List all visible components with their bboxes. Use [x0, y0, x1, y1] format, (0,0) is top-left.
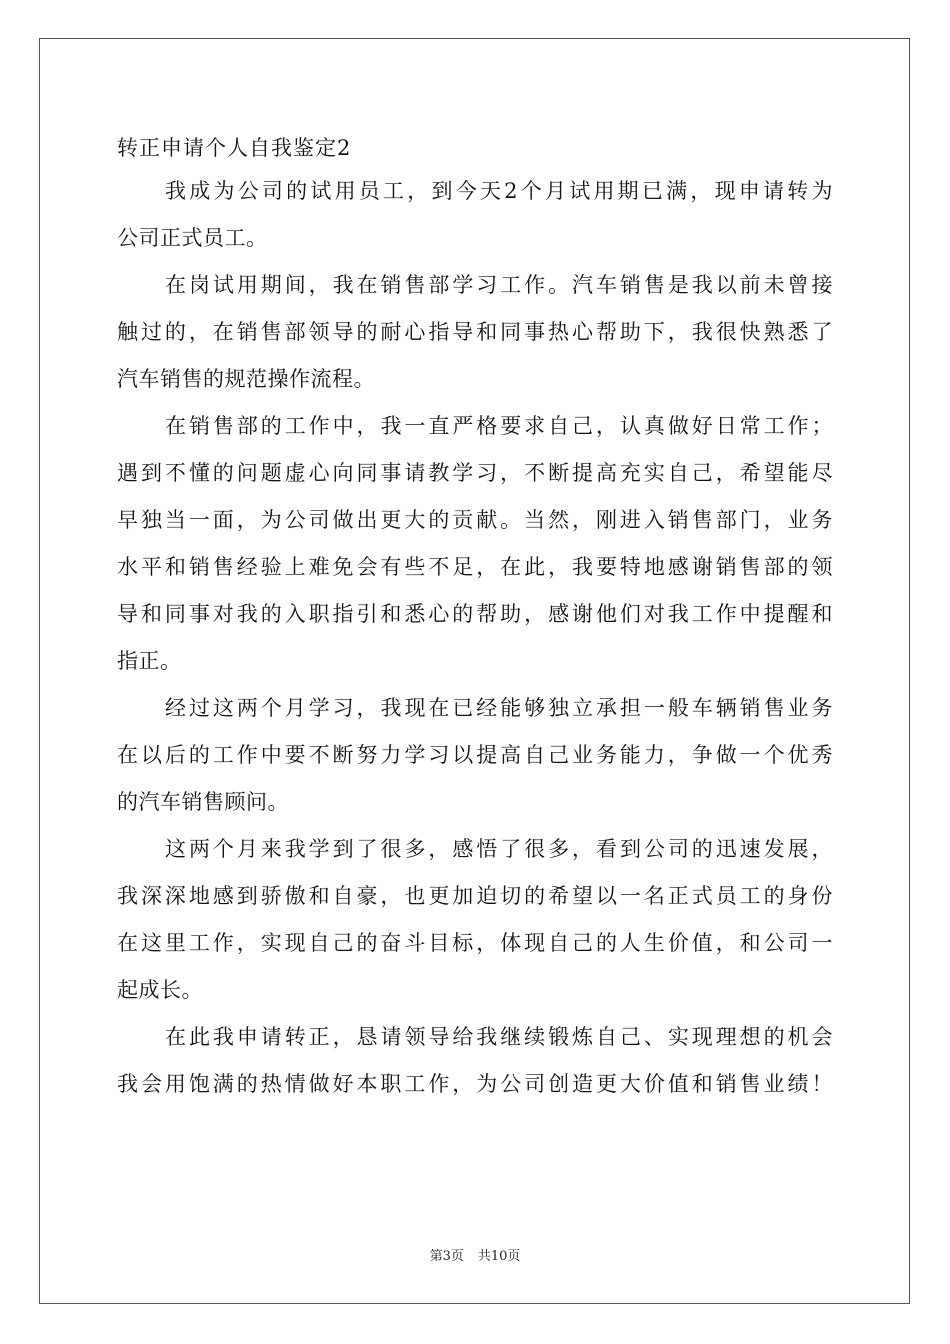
paragraph-6 — [117, 1014, 833, 1108]
paragraph-line: 早独当一面，为公司做出更大的贡献。当然，刚进入销售部门，业务 — [117, 508, 833, 532]
document-title: 转正申请个人自我鉴定2 — [117, 136, 352, 160]
paragraph-line: 在以后的工作中要不断努力学习以提高自己业务能力，争做一个优秀 — [117, 743, 833, 767]
paragraph-line: 触过的，在销售部领导的耐心指导和同事热心帮助下，我很快熟悉了 — [117, 320, 833, 344]
paragraph-1 — [117, 168, 833, 262]
paragraph-line: 水平和销售经验上难免会有些不足，在此，我要特地感谢销售部的领 — [117, 555, 833, 579]
paragraph-line: 我成为公司的试用员工，到今天2个月试用期已满，现申请转为 — [165, 179, 833, 203]
paragraph-line: 导和同事对我的入职指引和悉心的帮助，感谢他们对我工作中提醒和 — [117, 602, 833, 626]
paragraph-line: 遇到不懂的问题虚心向同事请教学习，不断提高充实自己，希望能尽 — [117, 461, 833, 485]
paragraph-line: 我深深地感到骄傲和自豪，也更加迫切的希望以一名正式员工的身份 — [117, 884, 833, 908]
paragraph-line: 起成长。 — [117, 978, 203, 1002]
paragraph-3 — [117, 403, 833, 685]
paragraph-line: 在岗试用期间，我在销售部学习工作。汽车销售是我以前未曾接 — [165, 273, 833, 297]
paragraph-4 — [117, 685, 833, 826]
paragraph-line: 的汽车销售顾问。 — [117, 790, 289, 814]
paragraph-line: 我会用饱满的热情做好本职工作，为公司创造更大价值和销售业绩！ — [117, 1072, 833, 1096]
document-body — [117, 128, 833, 1108]
paragraph-line: 指正。 — [117, 649, 182, 673]
paragraph-line: 公司正式员工。 — [117, 226, 268, 250]
paragraph-line: 这两个月来我学到了很多，感悟了很多，看到公司的迅速发展， — [165, 837, 833, 861]
paragraph-line: 汽车销售的规范操作流程。 — [117, 367, 375, 391]
paragraph-line: 在销售部的工作中，我一直严格要求自己，认真做好日常工作； — [165, 414, 833, 438]
paragraph-line: 经过这两个月学习，我现在已经能够独立承担一般车辆销售业务 — [165, 696, 833, 720]
paragraph-5 — [117, 826, 833, 1014]
page-number: 第3页 — [429, 1249, 464, 1264]
page-footer — [0, 1245, 950, 1264]
paragraph-2 — [117, 262, 833, 403]
paragraph-line: 在这里工作，实现自己的奋斗目标，体现自己的人生价值，和公司一 — [117, 931, 833, 955]
page-total: 共10页 — [477, 1249, 521, 1264]
paragraph-line: 在此我申请转正，恳请领导给我继续锻炼自己、实现理想的机会 — [165, 1025, 833, 1049]
